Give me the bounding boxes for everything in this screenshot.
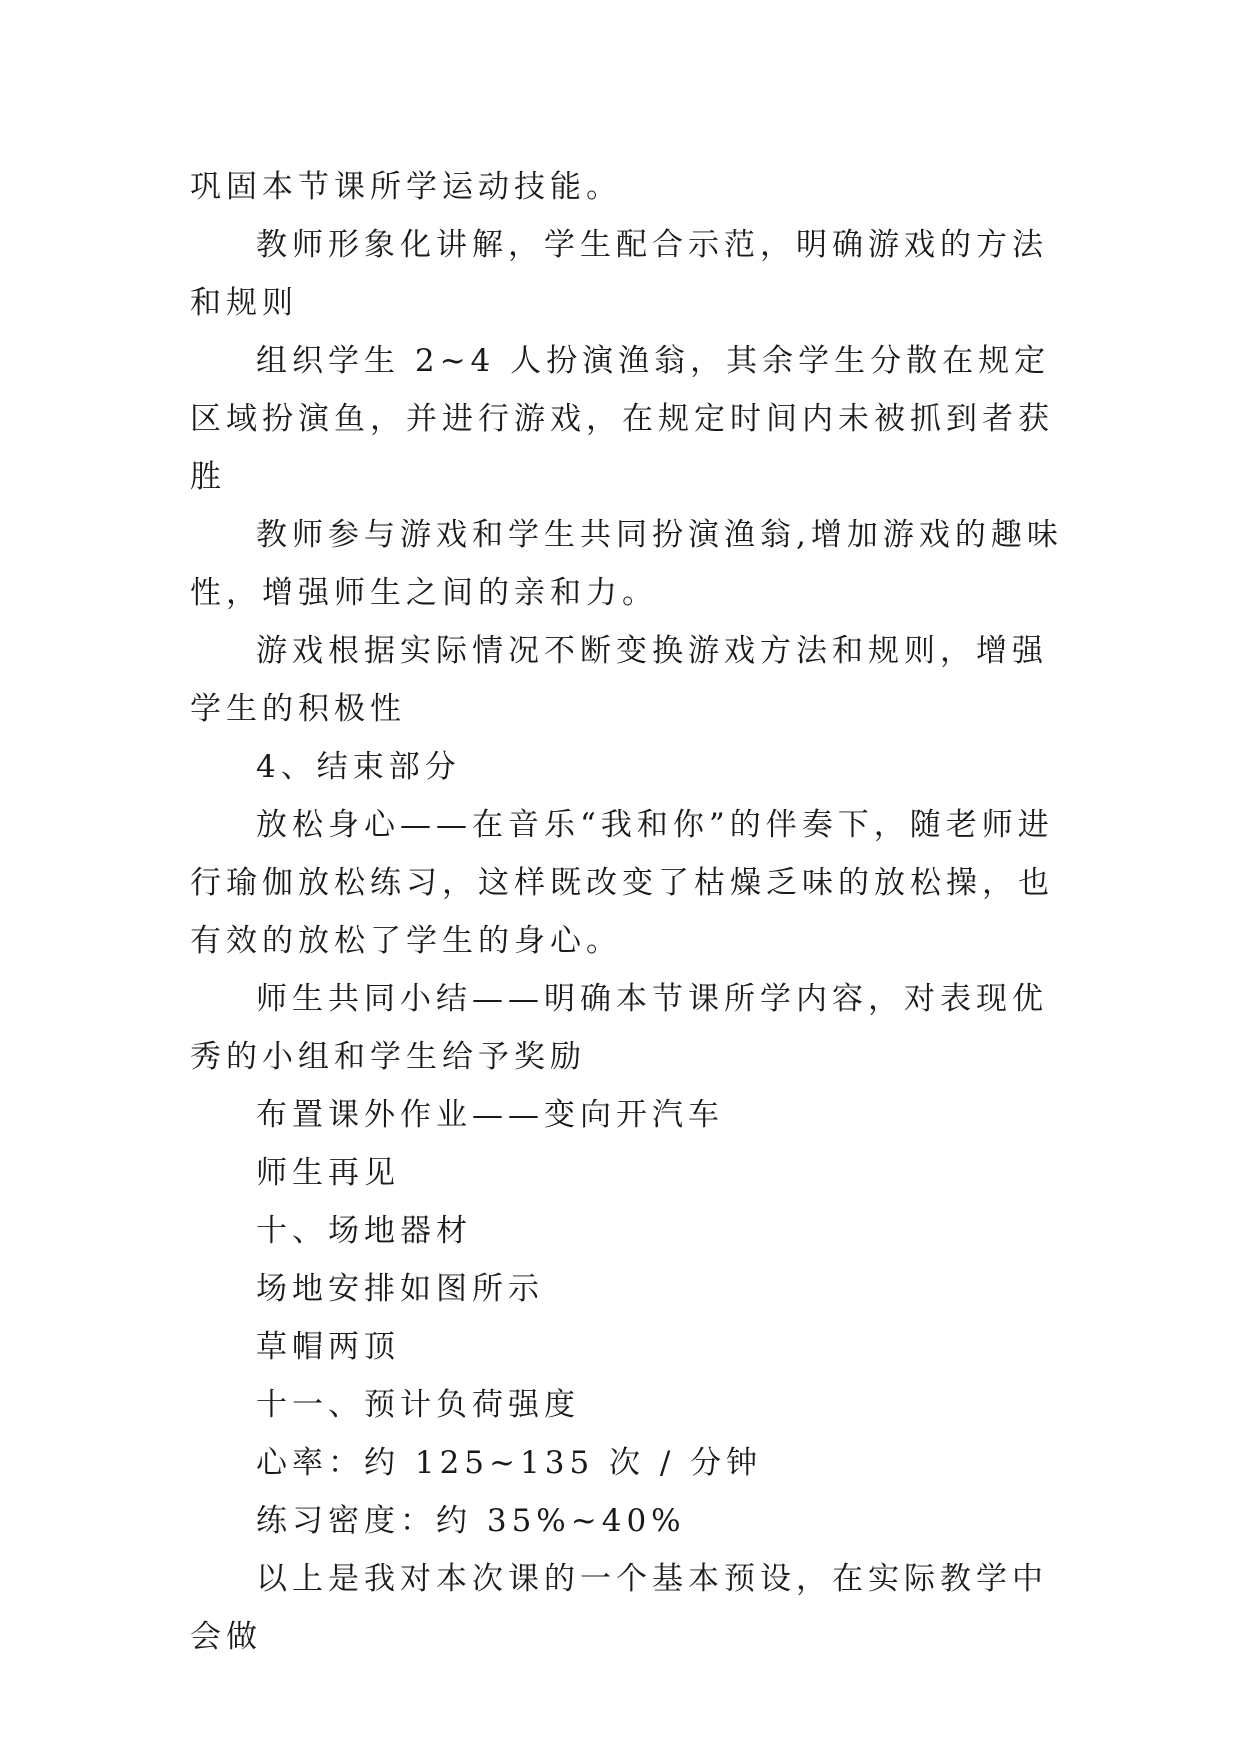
paragraph-homework: 布置课外作业——变向开汽车 <box>256 1097 724 1133</box>
section-heading-ending: 4、结束部分 <box>256 749 461 785</box>
paragraph-density: 练习密度：约 35%~40% <box>256 1503 686 1539</box>
paragraph-2: 教师形象化讲解，学生配合示范，明确游戏的方法和规则 <box>190 227 1048 321</box>
paragraph-closing: 以上是我对本次课的一个基本预设，在实际教学中会做 <box>190 1561 1048 1655</box>
section-heading-equipment: 十、场地器材 <box>256 1213 472 1249</box>
paragraph-1: 巩固本节课所学运动技能。 <box>190 169 622 205</box>
paragraph-hats: 草帽两顶 <box>256 1329 400 1365</box>
paragraph-4: 教师参与游戏和学生共同扮演渔翁,增加游戏的趣味性，增强师生之间的亲和力。 <box>190 517 1063 611</box>
paragraph-goodbye: 师生再见 <box>256 1155 400 1191</box>
paragraph-3: 组织学生 2~4 人扮演渔翁，其余学生分散在规定区域扮演鱼，并进行游戏，在规定时间内未被抓到者获胜 <box>190 343 1054 495</box>
paragraph-5: 游戏根据实际情况不断变换游戏方法和规则，增强学生的积极性 <box>190 633 1048 727</box>
paragraph-relax: 放松身心——在音乐“我和你”的伴奏下，随老师进行瑜伽放松练习，这样既改变了枯燥乏味的放松操，也有效的放松了学生的身心。 <box>190 807 1054 959</box>
document-body <box>190 158 1070 1666</box>
paragraph-venue: 场地安排如图所示 <box>256 1271 544 1307</box>
paragraph-summary: 师生共同小结——明确本节课所学内容，对表现优秀的小组和学生给予奖励 <box>190 981 1048 1075</box>
section-heading-load: 十一、预计负荷强度 <box>256 1387 580 1423</box>
paragraph-heart-rate: 心率：约 125~135 次 / 分钟 <box>256 1445 763 1481</box>
